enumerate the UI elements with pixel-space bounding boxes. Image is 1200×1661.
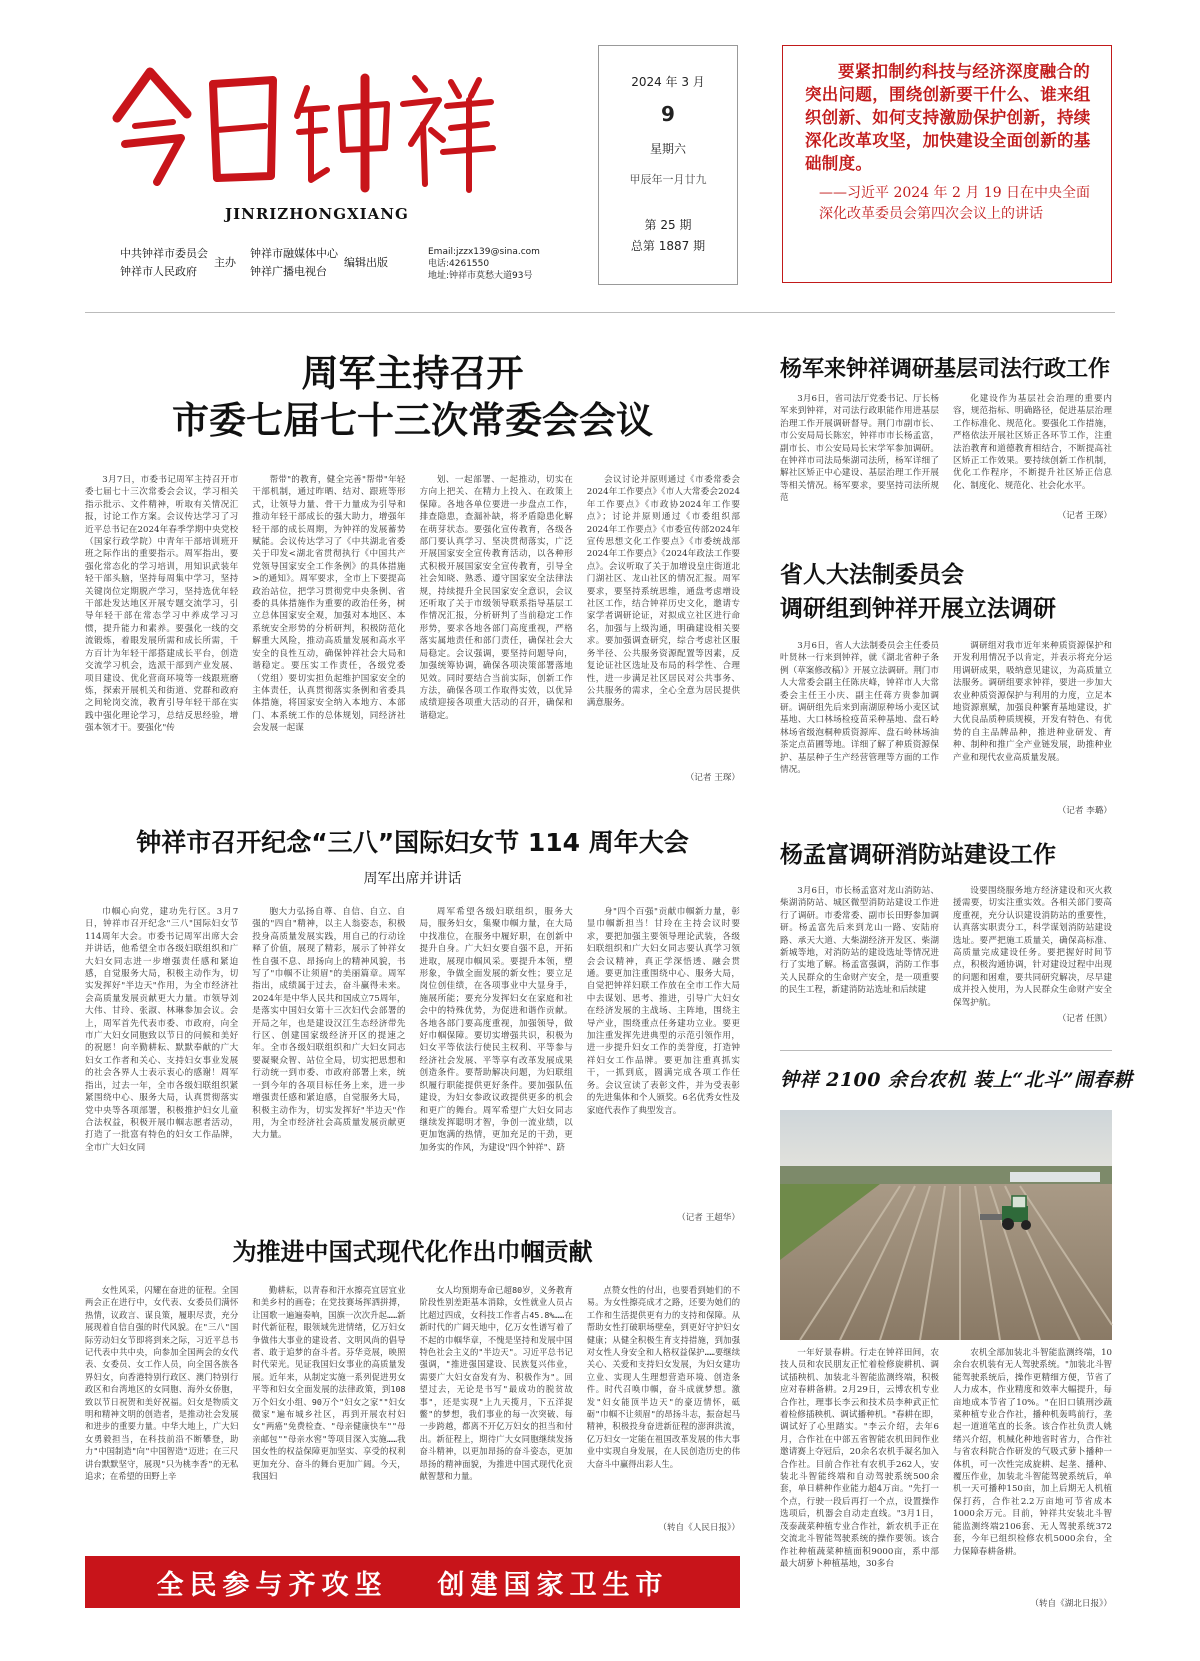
lead-column-2: 帮带"的教育，健全完善"帮带"年轻干部机制，通过昨晒、结对、跟班等形式，让领导力量、骨干力量成为引导和推动年轻干部成长的强大助力，增强年轻干部的成长周期，为钟祥的发展蓄势赋能。会议传达学习了《中共湖北省委关于印发<湖北省贯彻执行《中国共产党领导国家安全工作条例》的具体措施>的通知》。周军要求，全市上下要提高政治站位，把学习贯彻党中央条例、省委的具体措施作为重要的政治任务，树立总体国家安全观，加强对本地区、本系统安全形势的分析研判，积极防范化解重大风险，推动高质量发展和高水平安全的良性互动，确保钟祥社会大局和谐稳定。要压实工作责任，各级党委（党组）要切实担负起维护国家安全的主体责任，认真贯彻落实条例和省委具体措施，将国家安全纳入本地方、本部门、本系统工作的总体规划，同经济社会发展一起谋 — [252, 475, 406, 734]
masthead-calligraphy — [95, 60, 495, 195]
agri-column-1: 一年好景春耕。行走在钟祥田间，农技人员和农民朋友正忙着检修旋耕机、调试插秧机、加装北斗智能监测终端，积极应对春耕备耕。2月29日，云博农机专业合作社，理事长李云和技术员李种武正忙着检修插秧机、调试播种机。"春耕在即，调试好了心里踏实。"李云介绍，去年6月，合作社在中部五省智能农机田间作业邀请赛上夺冠后，20余名农机手凝名加入合作社。目前合作社有农机手262人，安装北斗智能终端和自动驾驶系统500余套，单日耕种作业能力超4万亩。"先打一个点，行驶一段后再打一个点，设置操作选项后，机器会自动走直线。"3月1日，茂泰蔬菜种植专业合作社，新农机手正在交流北斗智能驾驶系统的操作要领。该合作社种植蔬菜种植面积9000亩，系中部最大胡萝卜种植基地，30多台 — [780, 1348, 939, 1569]
sponsor-tag: 主办 — [214, 256, 236, 269]
womens-column-2: 胞大力弘扬自尊、自信、自立、自强的"四自"精神，以主人翁姿态，积极投身高质量发展实践，用自己的行动诠释了价值，展现了精彩，展示了钟祥女性自强不息、昂扬向上的精神风貌，书写了"巾帼不让须眉"的美丽篇章。周军指出，成绩属于过去，奋斗赢得未来。2024年是中华人民共和国成立75周年，是落实中国妇女第十三次妇代会部署的开局之年，也是建设汉江生态经济带先行区、创建国家级经济开区的提速之年。全市各级妇联组织和广大妇女同志要凝聚众智、站位全局，切实把思想和行动统一到市委、市政府部署上来，统一到今年的各项目标任务上来，进一步增强责任感和紧迫感，自觉服务大局，积极主动作为，切实发挥好"半边天"作用，为全市经济社会高质量发展贡献更大力量。 — [252, 907, 406, 1141]
sponsor-government: 钟祥市人民政府 — [120, 265, 197, 278]
commentary-byline: （转自《人民日报》） — [658, 1522, 740, 1533]
yang-byline: （记者 王琛） — [1057, 511, 1112, 521]
womens-day-subtitle: 周军出席并讲话 — [363, 871, 462, 887]
masthead-logo — [95, 60, 495, 195]
fire-byline: （记者 任凯） — [1057, 1014, 1112, 1024]
commentary-column-2: 勤耕耘，以青春和汗水擦亮宜居宜业和美乡村的画卷；在党技赛场挥洒拼搏，让国歌一遍遍奏响，国旗一次次升起……新时代新征程，眼领域先进情绪，亿万妇女争做伟大事业的建设者、文明风尚的倡导者、敢于追梦的奋斗者。芬华竞展，映照时代荣光。见证我国妇女事业的高质量发展。近年来，从制定实施一系列促进男女平等和妇女全面发展的法律政策，到108万个妇女小组、90万个"妇女之家""妇女微家"遍布城乡社区，再到开展农村妇女"两癌"免费检查、"母亲健康快车""母亲邮包""母亲水窖"等项目深入实施……我国女性的权益保障更加坚实、享受的权利更加充分、奋斗的舞台更加广阔。今天，我国妇 — [252, 1285, 406, 1482]
npc-byline: （记者 李璐） — [1057, 806, 1112, 816]
lead-headline-line1: 周军主持召开 — [301, 352, 524, 395]
womens-column-1: 巾帼心向党，建功先行区。3月7日，钟祥市召开纪念"三八"国际妇女节114周年大会。市委书记周军出席大会并讲话，他希望全市各级妇联组织和广大妇女同志进一步增强责任感和紧迫感，自觉服务大局，积极主动作为，切实发挥好"半边天"作用，为全市经济社会高质量发展贡献更大力量。市领导刘大伟、甘玲、张淑、林琳参加会议。会上，周军首先代表市委、市政府，向全市广大妇女同胞致以节日的问候和美好的祝愿！向辛勤耕耘、默默奉献的广大妇女工作者和关心、支持妇女事业发展的社会各界人士表示衷心的感谢！周军指出，过去一年，全市各级妇联组织紧紧围绕中心、服务大局，认真贯彻落实党中央等各项部署，积极推护妇女儿童合法权益，积极开展巾帼志愿者活动，打造了一批富有特色的妇女工作品牌，全市广大妇女同 — [85, 907, 239, 1153]
masthead-divider — [85, 312, 1115, 313]
lead-column-3: 划、一起部署、一起推动，切实在方向上把关、在精力上投入、在政策上保障。各地各单位要进一步盘点工作，排查隐患，查漏补缺，将矛盾隐患化解在萌芽状态。要强化宣传教育，各级各部门要认真学习、坚决贯彻落实，广泛开展国家安全宣传教育活动，以各种形式积极开展国家安全宣传教育，引导全社会知晓、熟悉、遵守国家安全法律法规，持续提升全民国家安全意识，会议还听取了关于市级领导联系指导基层工作情况汇报，分析研判了当前稳定工作形势，要求各地各部门高度重视，严格落实属地责任和部门责任，确保社会大局稳定。会议强调，要坚持问题导向，加强统筹协调，确保各项决策部署落地见效。同时要结合当前实际，创新工作方法，确保各项工作取得实效，以优异成绩迎接各项重大活动的召开，确保和谐稳定。 — [419, 475, 573, 721]
date-day: 9 — [661, 102, 675, 126]
quote-source: ——习近平 2024 年 2 月 19 日在中央全面深化改革委员会第四次会议上的讲话 — [819, 185, 1091, 222]
womens-day-headline[interactable]: 钟祥市召开纪念“三八”国际妇女节 114 周年大会 — [136, 828, 689, 857]
womens-column-4: 身"四个百强"贡献巾帼新力量，彰显巾帼新担当！甘玲在主持会议时要求，要把加强主要领导理论武装，各级妇联组织和广大妇女同志要认真学习领会会议精神，真正学深悟透、融会贯通。要更加注重围绕中心、服务大局，自觉把钟祥妇联工作放在全市工作大局中去谋划、思考、推进，引导广大妇女在经济发展的主战场、主阵地，围绕主导产业，围绕重点任务建功立业。要更加注重发挥先进典型的示范引领作用，进一步提升妇女工作的美誉度，打造钟祥妇女工作品牌。要更加注重真抓实干，一抓到底，圆满完成各项工作任务。会议宣读了表彰文件，并为受表彰的先进集体和个人颁奖。6名优秀女性及家庭代表作了典型发言。 — [586, 907, 740, 1116]
womens-day-article-body — [85, 906, 740, 1224]
npc-article-body — [780, 640, 1112, 802]
publisher-tag: 编辑出版 — [344, 256, 388, 269]
fire-column-1: 3月6日，市长杨孟富对龙山消防站、柴湖消防站、城区微型消防站建设工作进行了调研。市委常委、副市长田野参加调研。杨孟富先后来到龙山一路、安陆府路、承天大道、大柴湖经济开发区、柴湖新城等地，对消防站的建设选址等情况进行了实地了解。杨孟富强调，消防工作事关人民群众的生命财产安全，是一项重要的民生工程，新建消防站选址和后续建 — [780, 886, 939, 996]
agri-headline[interactable]: 钟祥 2100 余台农机 装上“北斗”闹春耕 — [780, 1069, 1133, 1091]
slogan-left: 全民参与齐攻坚 — [156, 1569, 388, 1601]
farmland-photo-illustration — [780, 1110, 1112, 1340]
masthead-pinyin: JINRIZHONGXIANG — [225, 205, 409, 223]
commentary-column-4: 点赞女性的付出，也要看到她们的不易。为女性擦亮成才之路，还要为她们的工作和生活提供更有力的支持和保障。从帮助女性打破职场壁垒，到更好守护妇女健康；从健全积极生育支持措施，到加强对女性人身安全和人格权益保护……要继续关心、关爱和支持妇女发展，为妇女建功立业、实现人生理想营造环境、创造条件。时代召唤巾帼，奋斗成就梦想。激发"妇女能顶半边天"的豪迈情怀，砥砺"巾帼不让须眉"的昂扬斗志，振奋起马精神，积极投身奋进新征程的澎湃洪流，亿万妇女一定能在祖国改革发展的伟大事业中实现自身发展，在人民创造历史的伟大奋斗中赢得出彩人生。 — [586, 1285, 740, 1469]
commentary-headline[interactable]: 为推进中国式现代化作出巾帼贡献 — [232, 1237, 593, 1266]
contact-email: Email:jzzx139@sina.com — [428, 247, 540, 257]
publisher-tv: 钟祥广播电视台 — [250, 265, 327, 278]
date-weekday: 星期六 — [649, 142, 686, 156]
npc-headline[interactable] — [780, 558, 1056, 626]
sponsors-block — [120, 245, 388, 281]
npc-column-2: 调研组对我市近年来种质资源保护和开发利用情况予以肯定，并表示将充分运用调研成果，吸纳意见建议，为高质量立法服务。调研组要求钟祥，要进一步加大农业种质资源保护与利用的力度，立足本地资源禀赋，加强良种繁育基地建设，扩大优良品质种质规模，开发有特色、有优势的自主品牌品种，推进种业研发、育种、制种和推广全产业链发展，助推种业产业和现代农业高质量发展。 — [953, 641, 1112, 763]
npc-column-1: 3月6日，省人大法制委员会主任委员叶贤林一行来到钟祥，就《湖北省种子条例（草案修改稿）》开展立法调研。荆门市人大常委会副主任陈庆峰，钟祥市人大常委会主任王小庆、副主任蒋方贵参加调研。调研组先后来到南湖原种场小麦区试基地、大口林场检疫苗采种基地、盘石岭林场省级泡桐种质资源库、盘石岭林场油茶定点苗圃等地。详细了解了种质资源保护、基层种子生产经营管理等方面的工作情况。 — [780, 641, 939, 776]
contact-block — [428, 246, 540, 282]
lead-headline[interactable] — [85, 350, 740, 444]
fire-station-article-body — [780, 885, 1112, 1008]
lead-column-1: 3月7日，市委书记周军主持召开市委七届七十三次常委会会议，学习相关指示批示、文件精神，听取有关情况汇报，讨论工作方案。会议传达学习了习近平总书记在2024年春季学期中央党校（国家行政学院）中青年干部培训班开班之际作出的重要指示。周军指出，要强化常态化的学习培训，用知识武装年轻干部头脑，坚持每周集中学习，坚持关键岗位定期脱产学习，坚持选优年轻干部赴发达地区开展专题交流学习，引导年轻干部在常态学习中养成学习习惯，提升能力和素养。要强化一线的交流锻炼，着眼发展所需和成长所需，千方百计为年轻干部搭建成长平台，创造交流学习机会，选派干部到产业发展、项目建设、优化营商环境等一线跟班磨炼，探索开展机关和街道、党群和政府之间轮岗交流，教育引导年轻干部在实践中强化理论学习，总结反思经验，增强本领才干。要强化"传 — [85, 475, 239, 734]
farmland-tractor-photo — [780, 1110, 1112, 1340]
yang-column-1: 3月6日，省司法厅党委书记、厅长杨军来到钟祥，对司法行政职能作用进基层治理工作开展调研督导。荆门市副市长、市公安局局长陈宏，钟祥市市长杨孟富，副市长、市公安局局长宋学军参加调研。在钟祥市司法局柴湖司法所，杨军详细了解社区矫正中心建设、基层治理工作开展等相关情况。杨军要求，要坚持司法所规范 — [780, 394, 939, 504]
womens-byline: （记者 王超华） — [677, 1212, 740, 1223]
date-year-month: 2024 年 3 月 — [631, 75, 705, 89]
slogan-banner — [85, 1556, 740, 1608]
agri-column-2: 农机全部加装北斗智能监测终端，10余台农机装有无人驾驶系统。"加装北斗智能驾驶系统后，操作更精细方便，节省了人力成本，作业精度和效率大幅提升，每亩地成本节省了10%。"在旧口镇刑沙蔬菜种植专业合作社，播种机轰鸣前行，垄起一道道笔直的长条。该合作社负责人姚绪兴介绍，机械化种地省时省力，合作社与省农科院合作研发的气吸式萝卜播种一体机，可一次性完成旋耕、起垄、播种、覆压作业，加装北斗智能驾驶系统后，单机一天可播种150亩，加上后期无人机植保打药，合作社2.2万亩地可节省成本1000余万元。目前，钟祥共安装北斗智能监测终端2106套、无人驾驶系统372套，今年已组织检修农机5000余台，全力保障春耕备耕。 — [953, 1348, 1112, 1557]
commentary-column-1: 女性风采，闪耀在奋进的征程。全国两会正在进行中，女代表、女委员们满怀热情，议政言、谋良策，履职尽责，充分展现着自信自强的时代风貌。在"三八"国际劳动妇女节即将到来之际，习近平总书记代表中共中央，向参加全国两会的女代表、女委员、女工作人员，向全国各族各界妇女，向香港特别行政区、澳门特别行政区和台湾地区的女同胞、海外女侨胞，致以节日祝贺和美好祝福。妇女是物质文明和精神文明的创造者，是推动社会发展和进步的重要力量。中华大地上，广大妇女勇毅担当，在科技前沿不断攀登，助力"中国制造"向"中国智造"迈进；在三尺讲台默默坚守，展现"只为桃李香"的无私追求；在希望的田野上辛 — [85, 1285, 239, 1482]
contact-phone: 电话:4261550 — [428, 259, 490, 269]
lead-byline: （记者 王琛） — [685, 772, 740, 783]
date-lunar: 甲辰年一月廿九 — [629, 173, 707, 186]
commentary-article-body — [85, 1284, 740, 1534]
agri-divider — [780, 1050, 1112, 1051]
dateline-box — [598, 45, 738, 285]
slogan-right: 创建国家卫生市 — [437, 1569, 669, 1601]
agri-article-body — [780, 1347, 1112, 1592]
lead-article-body — [85, 474, 740, 784]
npc-headline-line1: 省人大法制委员会 — [780, 561, 964, 588]
womens-column-3: 周军希望各级妇联组织，服务大局，服务妇女，集聚巾帼力量，在大局中找准位，在服务中履好职，在创新中提升自身。广大妇女要自强不息，开拓进取，展现巾帼风采。要提升本领，塑形象，争做全面发展的新女性；要立足岗位创佳绩，在各项事业中大显身手，施展所能；要充分发挥妇女在家庭和社会中的特殊优势，为促进和谐作贡献。各地各部门要高度重视，加强领导，做好巾帼保障。要切实增强共识，积极为妇女平等依法行使民主权利、平等参与经济社会发展、平等享有改革发展成果创造条件。要帮助解决问题，为妇联组织履行职能提供更好条件。要加强队伍建设，为妇女参政议政提供更多的机会和更广的舞台。周军希望广大妇女同志继续发挥聪明才智，争创一流业绩，以更加饱满的热情，更加充足的干劲，更加务实的作风，为建设"四个钟祥"、跻 — [419, 907, 573, 1153]
publisher-media-center: 钟祥市融媒体中心 — [250, 247, 338, 260]
fire-column-2: 设要围绕服务地方经济建设和灭火救援需要，切实注重实效。各相关部门要高度重视，充分认识建设消防站的重要性，认真落实职责分工，科学谋划消防站建设选址。要严把施工质量关，确保高标准、高质量完成建设任务。要把握好时间节点，积极沟通协调，针对建设过程中出现的问题和困难，要共同研究解决，尽早建成并投入使用，为人民群众生命财产安全保驾护航。 — [953, 886, 1112, 1008]
agri-byline: （转自《湖北日报》） — [1030, 1599, 1112, 1609]
yang-article-body — [780, 393, 1112, 505]
commentary-column-3: 女人均预期寿命已超80岁，义务教育阶段性别差距基本消除，女性就业人员占比超过四成，女科技工作者占45.8%……在新时代的广阔天地中，亿万女性谱写着了不起的巾帼华章，不愧是坚持和发展中国特色社会主义的"半边天"。习近平总书记强调，"推进强国建设、民族复兴伟业，需要广大妇女奋发有为、积极作为"。回望过去，无论是书写"最成功的脱贫故事"，还是实现"上九天揽月，下五洋捉鳖"的梦想，我们事业的每一次突破、每一步跨越，都离不开亿万妇女的担当和付出。新征程上，期待广大女同胞继续发扬奋斗精神，以更加昂扬的奋斗姿态，更加昂扬的精神面貌，为推进中国式现代化贡献智慧和力量。 — [419, 1285, 573, 1482]
quote-text: 要紧扣制约科技与经济深度融合的突出问题，围绕创新要干什么、谁来组织创新、如何支持激励保护创新，持续深化改革攻坚，加快建设全面创新的基础制度。 — [805, 62, 1091, 173]
yang-column-2: 化建设作为基层社会治理的重要内容，规范指标、明确路径，促进基层治理工作标准化、规范化。要强化工作措施，严格依法开展社区矫正各环节工作，注重法治教育和道德教育相结合，不断提高社区矫正工作效果。要持续创新工作机制，优化工作程序，不断提升社区矫正信息化、制度化、规范化、社会化水平。 — [953, 394, 1112, 491]
lead-headline-line2: 市委七届七十三次常委会会议 — [172, 399, 653, 442]
npc-headline-line2: 调研组到钟祥开展立法调研 — [780, 595, 1056, 622]
lead-column-4: 会议讨论并原则通过《市委常委会2024年工作要点》《市人大常委会2024年工作要点》《市政协2024年工作要点》；讨论并原则通过《市委组织部2024年工作要点》《市委宣传部2024年宣传思想文化工作要点》《市委统战部2024年工作要点》《2024年政法工作要点》。会议听取了关于加增设皇庄街道北门湖社区、龙山社区的情况汇报。周军要求，要坚持系统思维，通盘考虑增设社区工作，结合钟祥历史文化，邀请专家学者调研论证，对拟成立社区进行命名，加强与上级沟通，明确建设相关要求。要加强调查研究，综合考虑社区服务半径、公共服务资源配置等因素，反复论证社区选址及布局的科学性、合理性，进一步满足社区居民对公共事务、公共服务的需求，全心全意为居民提供满意服务。 — [586, 475, 740, 709]
yang-headline[interactable]: 杨军来钟祥调研基层司法行政工作 — [780, 356, 1111, 382]
issue-total: 总第 1887 期 — [630, 239, 706, 253]
contact-address: 地址:钟祥市莫愁大道93号 — [428, 271, 533, 281]
sponsor-party: 中共钟祥市委员会 — [120, 247, 208, 260]
issue-number: 第 25 期 — [644, 218, 692, 232]
fire-station-headline[interactable]: 杨孟富调研消防站建设工作 — [780, 841, 1056, 868]
quote-box — [782, 45, 1112, 283]
